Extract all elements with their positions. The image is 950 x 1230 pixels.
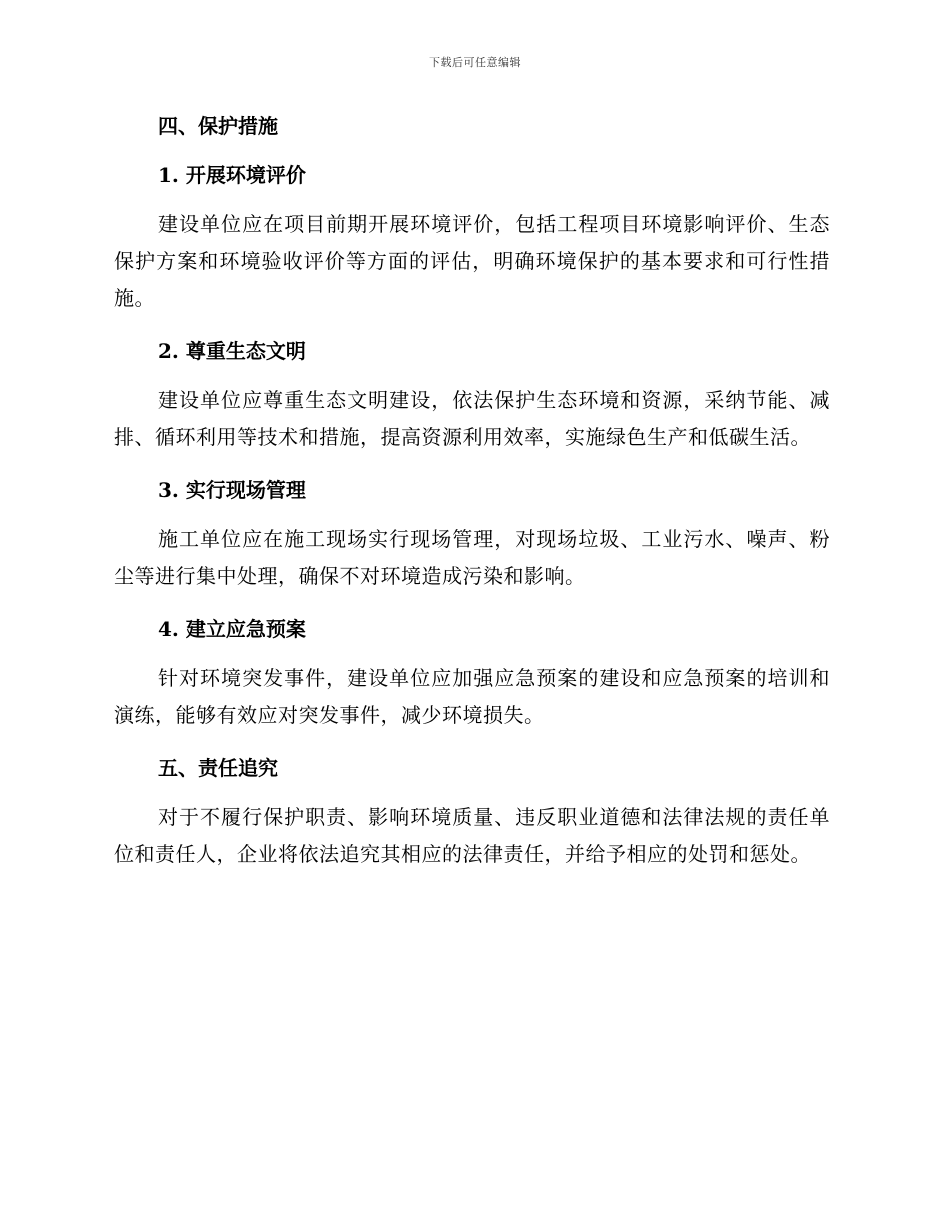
section-heading: 四、保护措施 (158, 114, 278, 138)
section-paragraph: 建设单位应在项目前期开展环境评价，包括工程项目环境影响评价、生态保护方案和环境验收评价等方面的评估，明确环境保护的基本要求和可行性措施。 (114, 212, 830, 310)
section-paragraph: 施工单位应在施工现场实行现场管理，对现场垃圾、工业污水、噪声、粉尘等进行集中处理，确保不对环境造成污染和影响。 (114, 527, 830, 588)
section-heading: 1. 开展环境评价 (158, 163, 306, 187)
section-heading: 3. 实行现场管理 (158, 478, 306, 502)
section-paragraph: 对于不履行保护职责、影响环境质量、违反职业道德和法律法规的责任单位和责任人，企业将依法追究其相应的法律责任，并给予相应的处罚和惩处。 (114, 805, 830, 866)
header-note: 下载后可任意编辑 (429, 56, 521, 69)
section-heading: 4. 建立应急预案 (158, 617, 306, 641)
document-body (114, 108, 830, 873)
section-heading: 五、责任追究 (158, 756, 278, 780)
section-paragraph: 针对环境突发事件，建设单位应加强应急预案的建设和应急预案的培训和演练，能够有效应对突发事件，减少环境损失。 (114, 666, 830, 727)
section-paragraph: 建设单位应尊重生态文明建设，依法保护生态环境和资源，采纳节能、减排、循环利用等技术和措施，提高资源利用效率，实施绿色生产和低碳生活。 (114, 388, 830, 449)
section-heading: 2. 尊重生态文明 (158, 339, 306, 363)
